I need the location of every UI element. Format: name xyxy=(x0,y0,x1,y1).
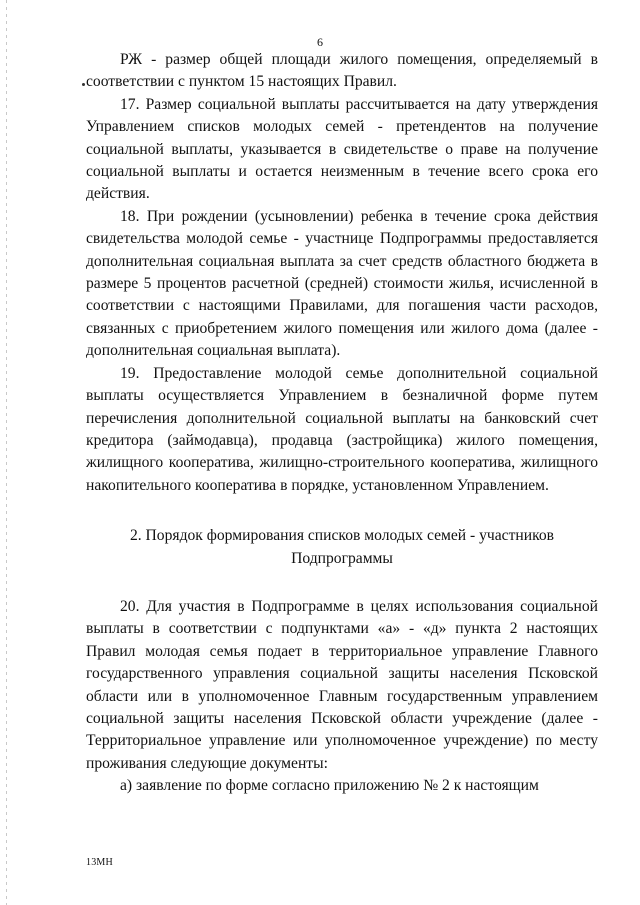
paragraph-18: 18. При рождении (усыновлении) ребенка в течение срока действия свидетельства молодой семье - участнице Подпрограммы предоставляется дополнительная социальная выплата за счет средств областного бюджета в размере 5 процентов расчетной (средней) стоимости жилья, исчисленной в соответствии с настоящими Правилами, для погашения части расходов, связанных с приобретением жилого помещения или жилого дома (далее - дополнительная социальная выплата). xyxy=(86,207,598,360)
paragraph-19: 19. Предоставление молодой семье дополнительной социальной выплаты осуществляется Управлением в безналичной форме путем перечисления дополнительной социальной выплаты на банковский счет кредитора (займодавца), продавца (застройщика) жилого помещения, жилищного кооператива, жилищно-строительного кооператива, жилищного накопительного кооператива в порядке, установленном Управлением. xyxy=(86,364,598,494)
document-body xyxy=(86,49,598,798)
paragraph-20: 20. Для участия в Подпрограмме в целях использования социальной выплаты в соответствии с подпунктами «а» - «д» пункта 2 настоящих Правил молодая семья подает в территориальное управление Главного государственного управления социальной защиты населения Псковской области или в уполномоченное Главным государственным управлением социальной защиты населения Псковской области учреждение (далее - Территориальное управление или уполномоченное учреждение) по месту проживания следующие документы: xyxy=(86,597,598,772)
footer-code: 13МН xyxy=(86,857,113,868)
paragraph-20-a: а) заявление по форме согласно приложению № 2 к настоящим xyxy=(120,777,539,795)
scan-page-edge xyxy=(6,0,7,905)
paragraph-17: 17. Размер социальной выплаты рассчитывается на дату утверждения Управлением списков молодых семей - претендентов на получение социальной выплаты, указывается в свидетельстве о праве на получение социальной выплаты и остается неизменным в течение всего срока его действия. xyxy=(86,95,598,203)
scan-speck xyxy=(82,83,85,86)
section-2-heading-line-1: 2. Порядок формирования списков молодых семей - участников xyxy=(129,527,555,545)
section-2-heading xyxy=(86,525,598,570)
page-number: 6 xyxy=(317,35,323,49)
paragraph-rzh-definition: РЖ - размер общей площади жилого помещения, определяемый в соответствии с пунктом 15 настоящих Правил. xyxy=(86,51,598,91)
section-2-heading-line-2: Подпрограммы xyxy=(291,549,393,567)
